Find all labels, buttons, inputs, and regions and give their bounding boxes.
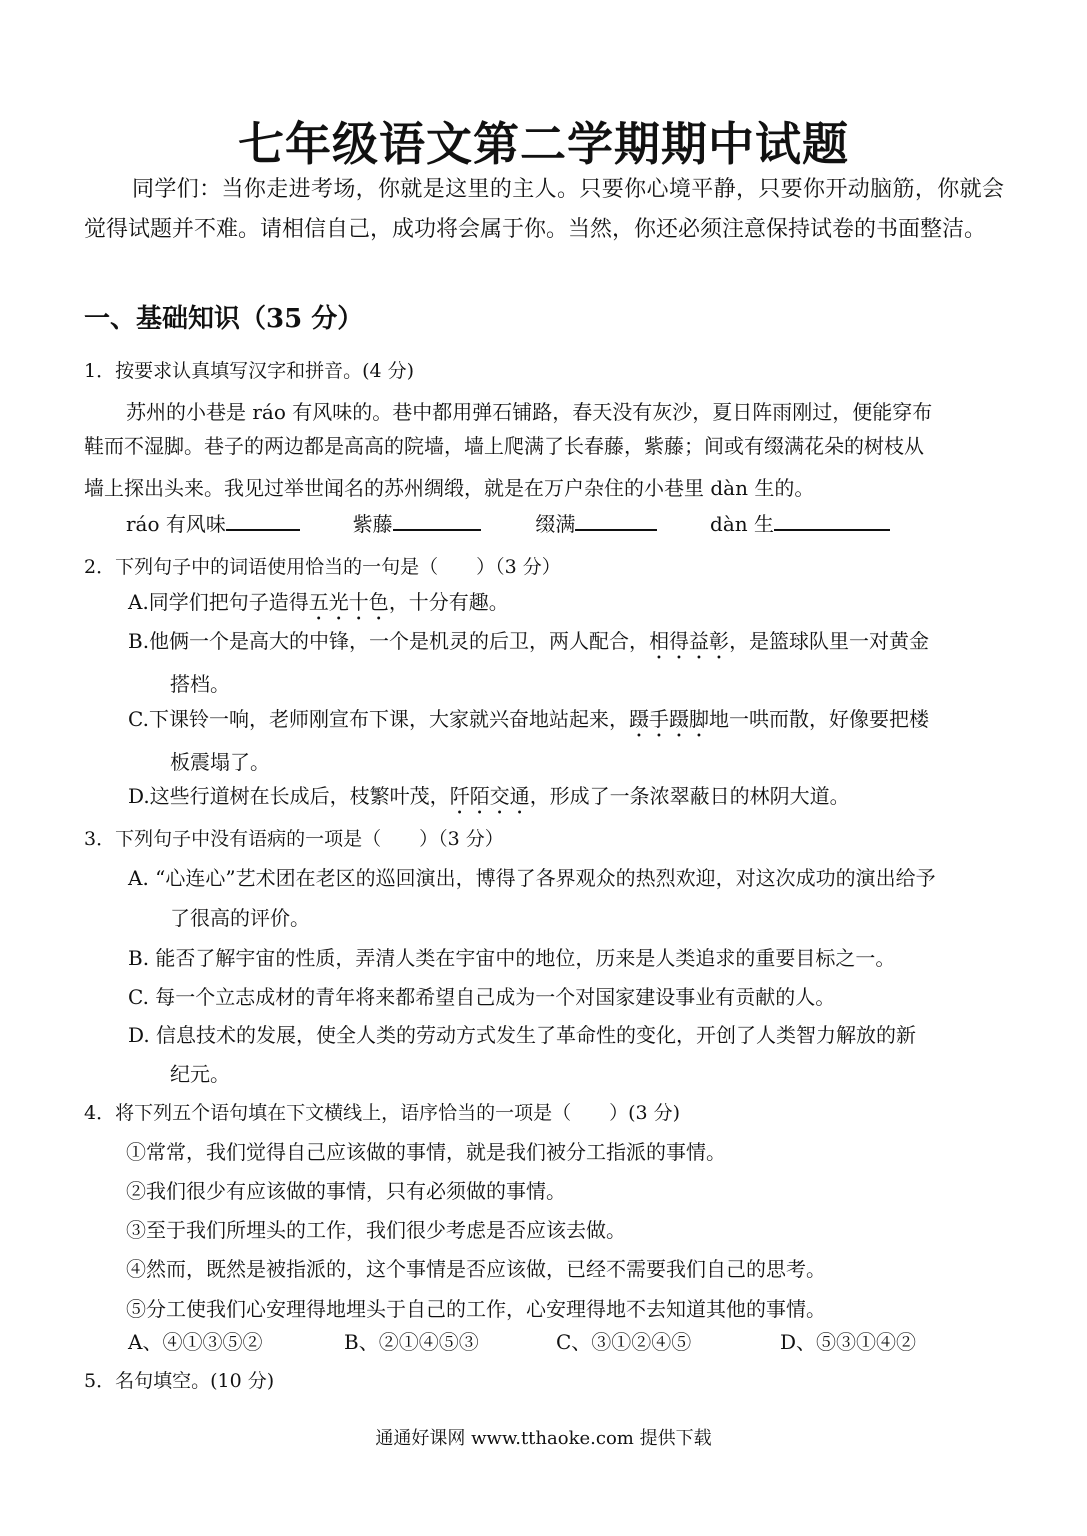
blank-label: ráo 有风味: [126, 512, 226, 536]
answer-blank[interactable]: [393, 511, 481, 531]
answer-blank-row: [126, 508, 890, 537]
option-a-continued: 了很高的评价。: [170, 906, 310, 930]
emphasized-word: 阡陌交通: [449, 784, 530, 808]
blank-label: 紫藤: [352, 512, 393, 536]
option-b-continued: 搭档。: [170, 672, 230, 696]
option-d-continued: 纪元。: [170, 1062, 230, 1086]
option-c: C.下课铃一响，老师刚宣布下课，大家就兴奋地站起来，蹑手蹑脚地一哄而散，好像要把楼: [128, 707, 929, 731]
question-3-stem: 3．下列句子中没有语病的一项是（ ）（3 分）: [84, 828, 504, 850]
footer-text: 通通好课网 www.tthaoke.com 提供下载: [375, 1428, 712, 1449]
question-1-passage-line: 苏州的小巷是 ráo 有风味的。巷中都用弹石铺路，春天没有灰沙，夏日阵雨刚过，便能穿布: [126, 400, 933, 424]
question-1-passage-line: 鞋而不湿脚。巷子的两边都是高高的院墙，墙上爬满了长春藤，紫藤；间或有缀满花朵的树枝从: [84, 434, 924, 458]
answer-blank[interactable]: [226, 511, 300, 531]
option-a: A.同学们把句子造得五光十色，十分有趣。: [128, 590, 509, 614]
option-b: B. 能否了解宇宙的性质，弄清人类在宇宙中的地位，历来是人类追求的重要目标之一。: [128, 946, 896, 970]
blank-label: dàn 生: [710, 512, 775, 536]
emphasized-word: 蹑手蹑脚: [628, 707, 709, 731]
emphasized-word: 相得益彰: [649, 629, 730, 653]
question-4-stem: 4．将下列五个语句填在下文横线上，语序恰当的一项是（ ）(3 分): [84, 1102, 681, 1124]
answer-blank[interactable]: [774, 511, 890, 531]
blank-label: 缀满: [535, 512, 576, 536]
sentence-item: ④然而，既然是被指派的，这个事情是否应该做，已经不需要我们自己的思考。: [126, 1257, 826, 1281]
option-c: C. 每一个立志成材的青年将来都希望自己成为一个对国家建设事业有贡献的人。: [128, 985, 836, 1009]
emphasized-word: 五光十色: [308, 590, 389, 614]
question-2-stem: 2．下列句子中的词语使用恰当的一句是（ ）（3 分）: [84, 556, 561, 578]
sentence-item: ②我们很少有应该做的事情，只有必须做的事情。: [126, 1179, 566, 1203]
question-5-stem: 5．名句填空。(10 分): [84, 1370, 275, 1392]
answer-blank[interactable]: [575, 511, 657, 531]
page-title: 七年级语文第二学期期中试题: [238, 117, 849, 171]
answer-option: C、③①②④⑤: [556, 1330, 692, 1354]
answer-option: B、②①④⑤③: [344, 1330, 479, 1354]
option-d: D. 信息技术的发展，使全人类的劳动方式发生了革命性的变化，开创了人类智力解放的新: [128, 1023, 917, 1047]
intro-paragraph: 同学们：当你走进考场，你就是这里的主人。只要你心境平静，只要你开动脑筋，你就会觉得试题并不难。请相信自己，成功将会属于你。当然，你还必须注意保持试卷的书面整洁。: [84, 177, 1004, 242]
sentence-item: ①常常，我们觉得自己应该做的事情，就是我们被分工指派的事情。: [126, 1140, 726, 1164]
section-heading: 一、基础知识（35 分）: [84, 304, 364, 334]
option-a: A. “心连心”艺术团在老区的巡回演出，博得了各界观众的热烈欢迎，对这次成功的演出给予: [128, 866, 936, 890]
answer-option: A、④①③⑤②: [128, 1330, 263, 1354]
answer-option: D、⑤③①④②: [780, 1330, 917, 1354]
option-d: D.这些行道树在长成后，枝繁叶茂，阡陌交通，形成了一条浓翠蔽日的林阴大道。: [128, 784, 850, 808]
question-1-stem: 1．按要求认真填写汉字和拼音。(4 分): [84, 360, 415, 382]
sentence-item: ⑤分工使我们心安理得地埋头于自己的工作，心安理得地不去知道其他的事情。: [126, 1297, 826, 1321]
question-1-passage-line: 墙上探出头来。我见过举世闻名的苏州绸缎，就是在万户杂住的小巷里 dàn 生的。: [84, 476, 815, 500]
sentence-item: ③至于我们所埋头的工作，我们很少考虑是否应该去做。: [126, 1218, 626, 1242]
option-b: B.他俩一个是高大的中锋，一个是机灵的后卫，两人配合，相得益彰，是篮球队里一对黄金: [128, 629, 930, 653]
option-c-continued: 板震塌了。: [170, 750, 270, 774]
